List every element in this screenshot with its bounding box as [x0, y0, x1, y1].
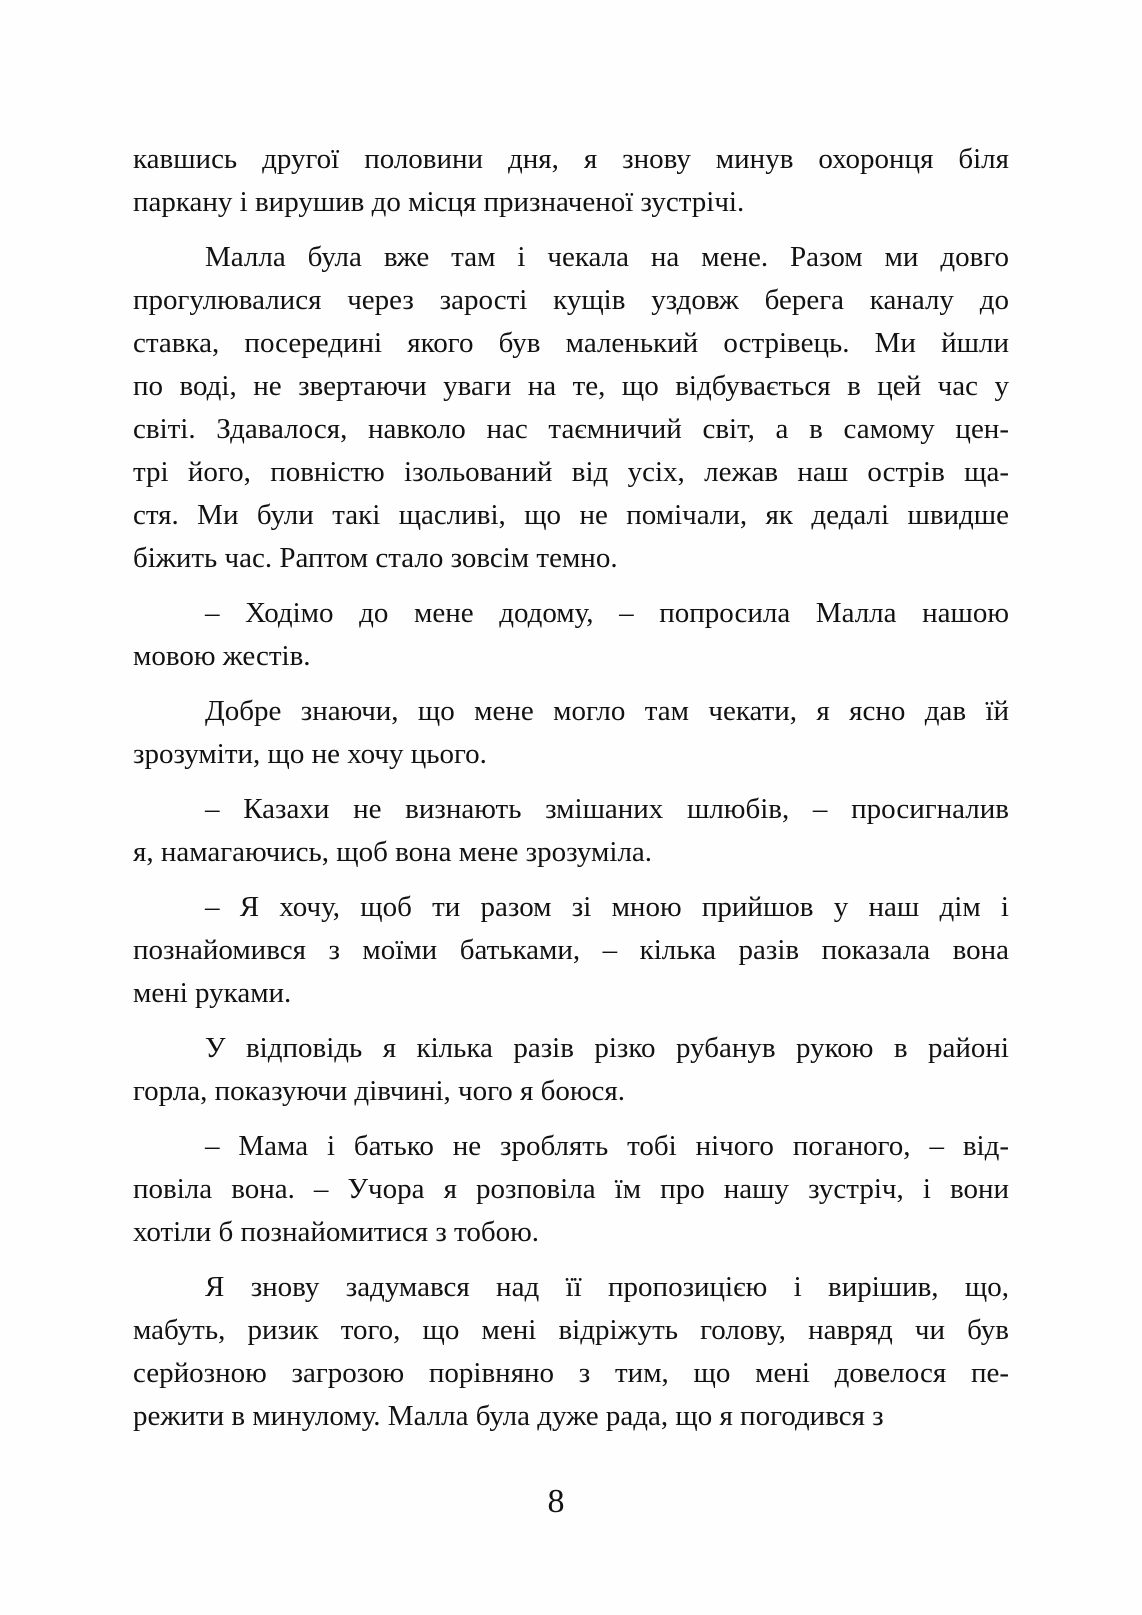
- text-line: трі його, повністю ізольований від усіх, лежав наш острів ща-: [133, 456, 1009, 488]
- text-line: прогулювалися через зарості кущів уздовж берега каналу до: [133, 284, 1009, 316]
- text-line: режити в минулому. Малла була дуже рада, що я погодився з: [133, 1400, 884, 1432]
- paragraph: [133, 788, 1009, 874]
- paragraph: [133, 690, 1009, 776]
- paragraph: [133, 1266, 1009, 1438]
- text-line: У відповідь я кілька разів різко рубанув рукою в районі: [205, 1032, 1009, 1064]
- paragraph: [133, 1027, 1009, 1113]
- text-line: по воді, не звертаючи уваги на те, що відбувається в цей час у: [133, 370, 1009, 402]
- paragraph: [133, 886, 1009, 1015]
- text-line: паркану і вирушив до місця призначеної зустрічі.: [133, 186, 745, 218]
- text-line: біжить час. Раптом стало зовсім темно.: [133, 542, 618, 574]
- text-line: – Мама і батько не зроблять тобі нічого поганого, – від-: [205, 1130, 1009, 1162]
- paragraph: [133, 138, 1009, 224]
- text-line: познайомився з моїми батьками, – кілька разів показала вона: [133, 934, 1009, 966]
- text-line: повіла вона. – Учора я розповіла їм про нашу зустріч, і вони: [133, 1173, 1009, 1205]
- text-line: ставка, посередині якого був маленький острівець. Ми йшли: [133, 327, 1009, 359]
- text-line: стя. Ми були такі щасливі, що не помічали, як дедалі швидше: [133, 499, 1009, 531]
- text-line: Малла була вже там і чекала на мене. Разом ми довго: [205, 241, 1009, 273]
- text-line: хотіли б познайомитися з тобою.: [133, 1216, 540, 1248]
- text-line: – Ходімо до мене додому, – попросила Малла нашою: [205, 597, 1009, 629]
- text-line: мовою жестів.: [133, 640, 311, 672]
- page-text: [133, 138, 1009, 1438]
- text-line: зрозуміти, що не хочу цього.: [133, 738, 487, 770]
- paragraph: [133, 236, 1009, 580]
- text-line: кавшись другої половини дня, я знову минув охоронця біля: [133, 143, 1009, 175]
- text-line: я, намагаючись, щоб вона мене зрозуміла.: [133, 836, 653, 868]
- text-line: мабуть, ризик того, що мені відріжуть голову, навряд чи був: [133, 1314, 1009, 1346]
- paragraph: [133, 592, 1009, 678]
- text-line: Добре знаючи, що мене могло там чекати, я ясно дав їй: [205, 695, 1009, 727]
- text-line: – Я хочу, щоб ти разом зі мною прийшов у наш дім і: [205, 891, 1009, 923]
- text-line: мені руками.: [133, 977, 292, 1009]
- text-line: – Казахи не визнають змішаних шлюбів, – просигналив: [205, 793, 1009, 825]
- page-number: 8: [547, 1483, 565, 1520]
- text-line: серйозною загрозою порівняно з тим, що мені довелося пе-: [133, 1357, 1009, 1389]
- paragraph: [133, 1125, 1009, 1254]
- text-line: світі. Здавалося, навколо нас таємничий світ, а в самому цен-: [133, 413, 1009, 445]
- text-line: Я знову задумався над її пропозицією і вирішив, що,: [205, 1271, 1009, 1303]
- text-line: горла, показуючи дівчині, чого я боюся.: [133, 1075, 625, 1107]
